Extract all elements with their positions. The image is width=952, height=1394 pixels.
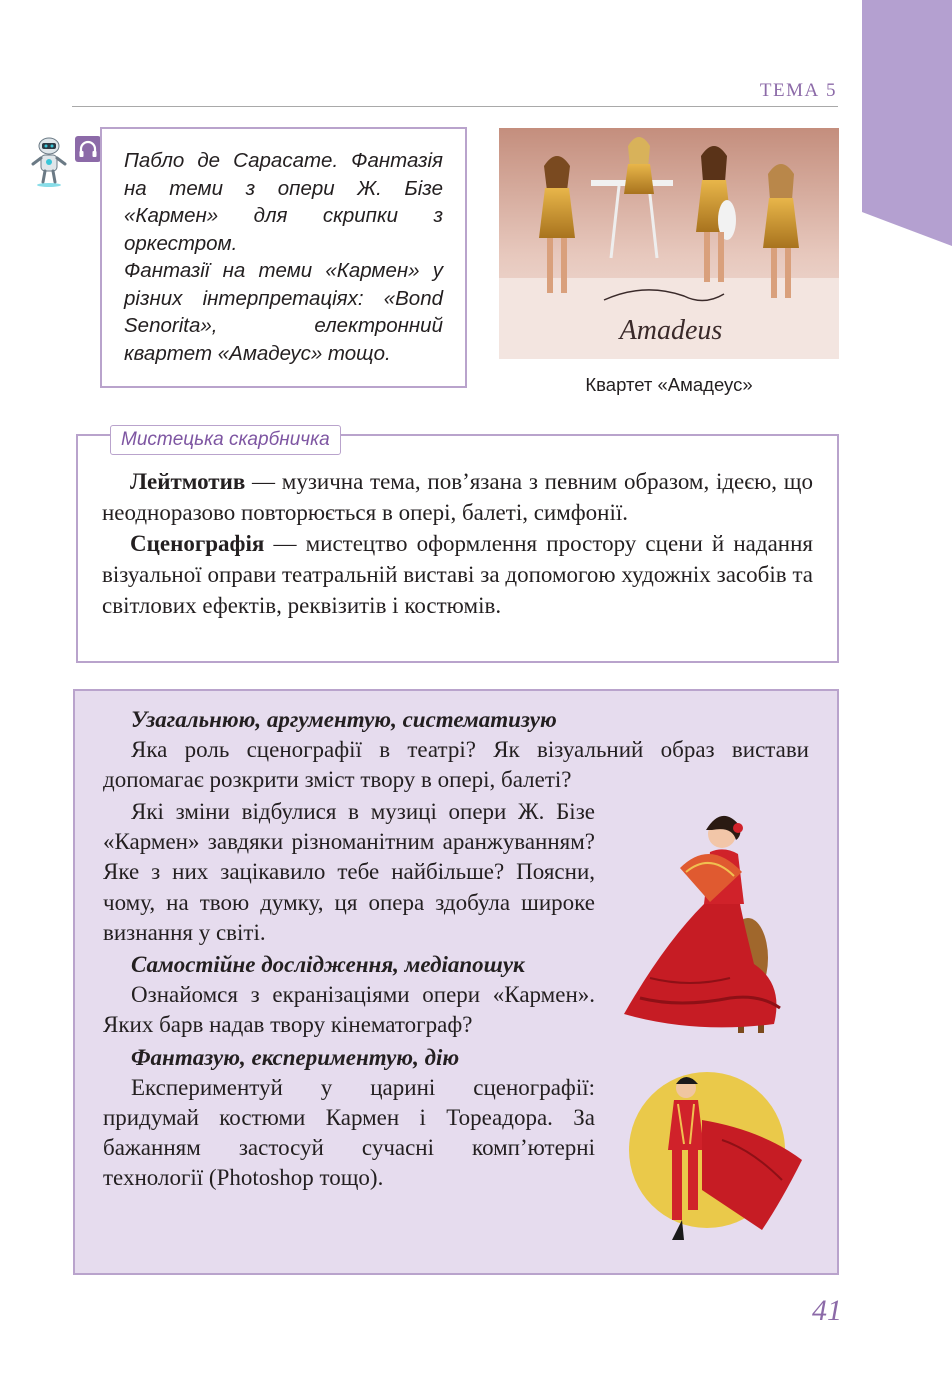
- task-paragraph: Які зміни відбулися в музиці опери Ж. Бізе «Кармен» завдяки різноманітним аранжуванням? Яке з них зацікавило тебе найбільше? Поясни, чому, на твою думку, ця опера здобула широке визнання у світі.: [103, 799, 595, 945]
- term-leitmotif: Лейтмотив: [130, 469, 246, 494]
- task-section-generalize-cont: [103, 797, 595, 1194]
- definitions-box: [76, 434, 839, 663]
- photo-caption: Квартет «Амадеус»: [585, 374, 753, 395]
- robot-icon: [28, 136, 70, 188]
- quartet-photo: [499, 128, 839, 359]
- task-section-generalize: [103, 705, 809, 796]
- task-paragraph: Яка роль сценографії в театрі? Як візуальний образ вистави допомагає розкрити зміст твору в опері, балеті?: [103, 737, 809, 793]
- toreador-illustration: [622, 1070, 812, 1250]
- task-paragraph: Експериментуй у царині сценографії: придумай костюми Кармен і Тореадора. За бажанням застосуй сучасні комп’ютерні технології (Photoshop тощо).: [103, 1074, 595, 1191]
- header-rule: [72, 106, 838, 107]
- definition-leitmotif: [102, 466, 813, 528]
- section-heading: Самостійне дослідження, медіапошук: [131, 952, 525, 978]
- amadeus-logo: Amadeus: [619, 315, 723, 346]
- listening-box: [100, 127, 467, 388]
- definitions-title: Мистецька скарбничка: [110, 425, 341, 455]
- definition-text: — мистецтво оформлення простору сцени й надання візуальної оправи театральній виставі за допомогою художніх засобів та світлових ефектів, реквізитів і костюмів.: [102, 531, 813, 618]
- definition-scenography: [102, 528, 813, 621]
- section-heading: Узагальнюю, аргументую, систематизую: [131, 707, 557, 732]
- term-scenography: Сценографія: [130, 531, 265, 556]
- topic-label: ТЕМА 5: [759, 80, 837, 101]
- carmen-illustration: [620, 808, 815, 1040]
- listening-item: Пабло де Сарасате. Фантазія на теми з опери Ж. Бізе «Кармен» для скрипки з оркестром.: [124, 149, 443, 255]
- definition-text: — музична тема, пов’язана з певним образом, ідеєю, що неодноразово повторюється в опері, балеті, симфонії.: [102, 469, 813, 525]
- section-heading: Фантазую, експериментую, дію: [131, 1044, 460, 1070]
- task-paragraph: Ознайомся з екранізаціями опери «Кармен». Яких барв надав твору кінематограф?: [103, 982, 595, 1038]
- corner-tab: [862, 0, 952, 246]
- listening-item: Фантазії на теми «Кармен» у різних інтерпретаціях: «Bond Senorita», електронний квартет «Амадеус» тощо.: [124, 259, 443, 365]
- page-number: 41: [812, 1294, 842, 1327]
- headphones-icon: [75, 136, 101, 162]
